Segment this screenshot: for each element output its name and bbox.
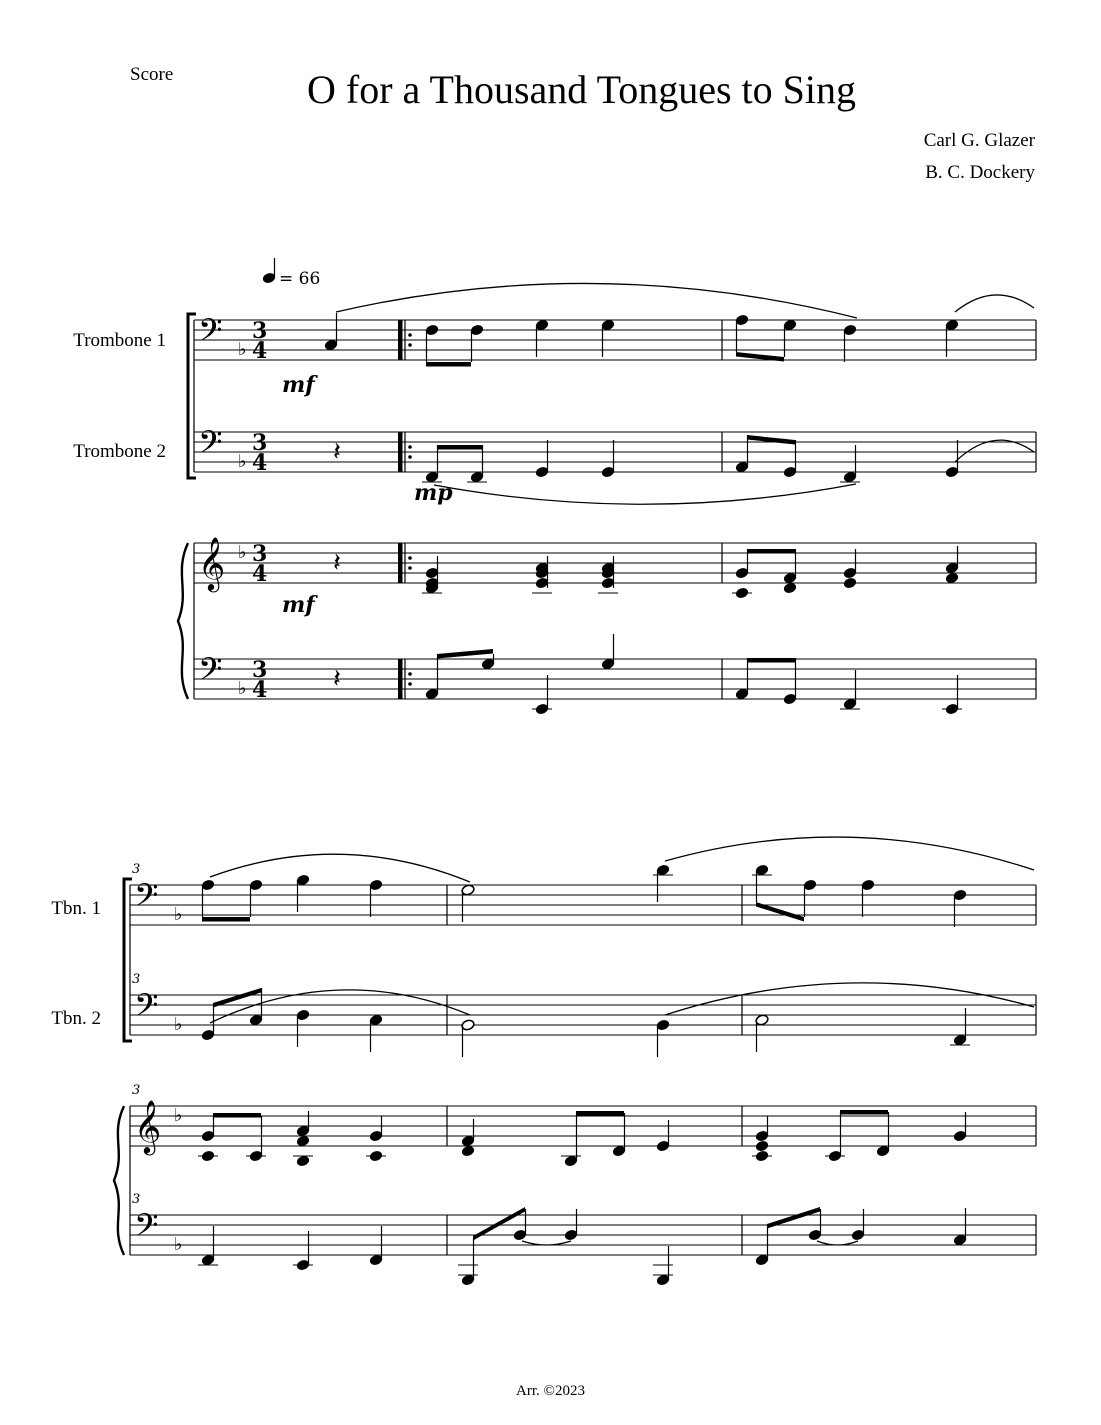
repeat-dot: [408, 556, 412, 560]
repeat-dot: [408, 672, 412, 676]
note-beam: [576, 1111, 624, 1116]
repeat-dot: [408, 445, 412, 449]
quarter-rest-icon: 𝄽: [333, 664, 341, 694]
note-beam: [747, 435, 795, 445]
arranger-credit: B. C. Dockery: [925, 162, 1035, 183]
quarter-rest-icon: 𝄽: [333, 437, 341, 467]
measure-number: 3: [132, 1192, 141, 1207]
note-beam: [437, 649, 493, 659]
repeat-dot: [408, 343, 412, 347]
slur: [955, 295, 1034, 312]
dynamic-tbn1: mf: [282, 372, 315, 398]
tbn-1-label: Tbn. 1: [51, 898, 101, 919]
time-signature-bottom: 4: [252, 677, 268, 703]
flat-key-signature-icon: ♭: [238, 451, 247, 472]
repeat-thick-bar: [398, 320, 403, 360]
piano-brace: [178, 543, 188, 699]
score-label: Score: [130, 64, 174, 85]
time-signature-top: 3: [252, 430, 268, 456]
slur: [434, 484, 856, 504]
piano-brace: [114, 1106, 124, 1255]
repeat-thick-bar: [398, 659, 403, 699]
note-head: [783, 582, 797, 594]
slur: [665, 837, 1034, 870]
instrument-bracket: [124, 879, 132, 1041]
note-head: [296, 1155, 310, 1167]
flat-key-signature-icon: ♭: [174, 904, 183, 925]
slur: [522, 1241, 571, 1245]
repeat-thick-bar: [398, 432, 403, 472]
piece-title: O for a Thousand Tongues to Sing: [306, 67, 857, 112]
note-beam: [437, 445, 482, 450]
quarter-rest-icon: 𝄽: [333, 548, 341, 578]
tempo-marking: = 66: [279, 269, 321, 289]
measure-number: 3: [132, 1083, 141, 1098]
note-head: [296, 1135, 310, 1147]
trombone-2-label: Trombone 2: [73, 441, 166, 462]
note-beam: [213, 1113, 261, 1118]
composer-credit: Carl G. Glazer: [923, 130, 1035, 151]
slur: [210, 854, 470, 882]
note-head: [843, 577, 857, 589]
flat-key-signature-icon: ♭: [174, 1105, 183, 1126]
repeat-thick-bar: [398, 543, 403, 583]
time-signature-top: 3: [252, 318, 268, 344]
dynamic-tbn2: mp: [414, 480, 453, 506]
note-head: [461, 1145, 475, 1157]
bass-clef-icon: 𝄢: [134, 877, 159, 921]
note-beam: [840, 1110, 888, 1115]
flat-key-signature-icon: ♭: [174, 1014, 183, 1035]
slur: [955, 440, 1034, 462]
bass-clef-icon: 𝄢: [134, 1207, 159, 1251]
measure-number: 3: [132, 972, 141, 987]
flat-key-signature-icon: ♭: [174, 1234, 183, 1255]
copyright-footer: Arr. ©2023: [516, 1383, 585, 1399]
repeat-dot: [408, 566, 412, 570]
treble-clef-icon: 𝄞: [198, 536, 226, 590]
bass-clef-icon: 𝄢: [198, 312, 223, 356]
instrument-bracket: [188, 314, 196, 478]
repeat-dot: [408, 333, 412, 337]
treble-clef-icon: 𝄞: [134, 1099, 162, 1153]
slur: [817, 1241, 858, 1245]
flat-key-signature-icon: ♭: [238, 542, 247, 563]
time-signature-bottom: 4: [252, 561, 268, 587]
slur: [665, 983, 1034, 1015]
bass-clef-icon: 𝄢: [198, 651, 223, 695]
repeat-dot: [408, 455, 412, 459]
note-head: [755, 1140, 769, 1152]
time-signature-bottom: 4: [252, 450, 268, 476]
bass-clef-icon: 𝄢: [134, 987, 159, 1031]
dynamic-piano: mf: [282, 592, 315, 618]
flat-key-signature-icon: ♭: [238, 339, 247, 360]
time-signature-top: 3: [252, 541, 268, 567]
trombone-1-label: Trombone 1: [73, 330, 166, 351]
repeat-dot: [408, 682, 412, 686]
time-signature-bottom: 4: [252, 338, 268, 364]
note-beam: [202, 917, 250, 922]
slur: [336, 283, 857, 318]
tbn-2-label: Tbn. 2: [51, 1008, 101, 1029]
note-beam: [747, 658, 795, 663]
bass-clef-icon: 𝄢: [198, 424, 223, 468]
measure-number: 3: [132, 862, 141, 877]
time-signature-top: 3: [252, 657, 268, 683]
note-beam: [426, 362, 471, 367]
flat-key-signature-icon: ♭: [238, 678, 247, 699]
note-beam: [747, 549, 795, 554]
note-head: [945, 572, 959, 584]
